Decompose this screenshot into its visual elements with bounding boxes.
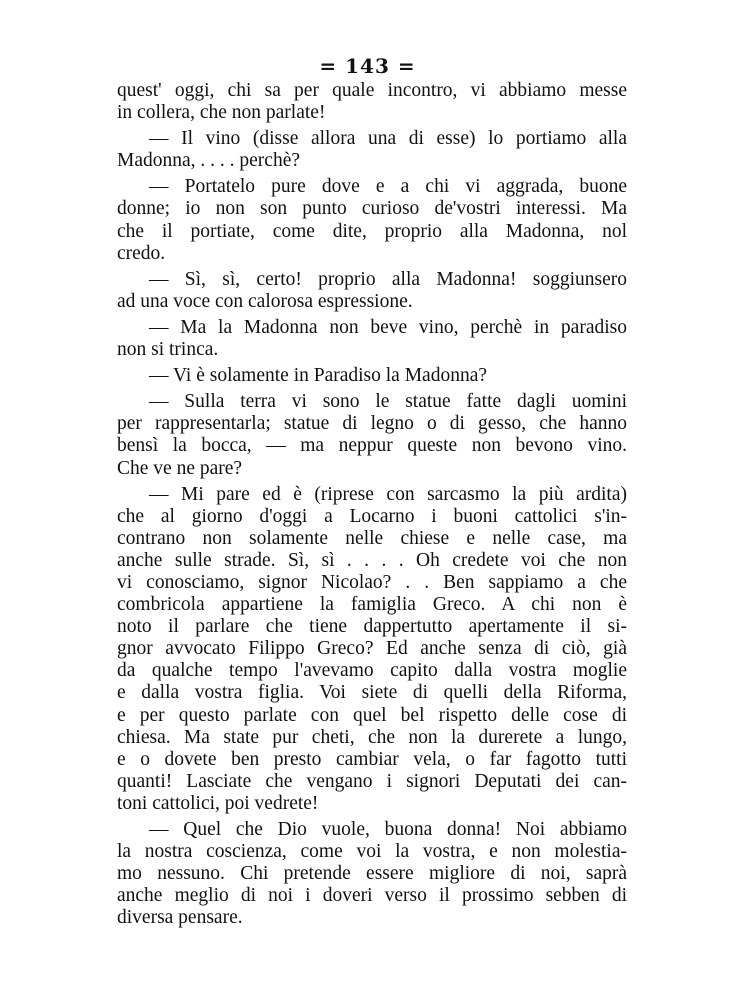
text-line: da qualche tempo l'avevamo capito dalla vostra moglie <box>117 660 627 682</box>
text-line: e per questo parlate con quel bel rispetto delle cose di <box>117 704 627 726</box>
text-line: la nostra coscienza, come voi la vostra, e non molestia- <box>117 841 627 863</box>
text-line: — Quel che Dio vuole, buona donna! Noi abbiamo <box>149 819 627 840</box>
page-body-text <box>117 80 627 929</box>
text-line: Che ve ne pare? <box>117 457 243 479</box>
text-line: ad una voce con calorosa espressione. <box>117 290 413 312</box>
text-line: credo. <box>117 242 166 264</box>
text-line: — Sì, sì, certo! proprio alla Madonna! soggiunsero <box>149 268 627 290</box>
text-line: non si trinca. <box>117 339 219 361</box>
text-line: quanti! Lasciate che vengano i signori Deputati dei can- <box>117 770 627 792</box>
text-line: quest' oggi, chi sa per quale incontro, vi abbiamo messe <box>117 80 627 101</box>
text-line: — Ma la Madonna non beve vino, perchè in paradiso <box>149 316 627 338</box>
text-line: che il portiate, come dite, proprio alla Madonna, nol <box>117 220 627 242</box>
text-line: che al giorno d'oggi a Locarno i buoni cattolici s'in- <box>117 505 627 527</box>
text-line: contrano non solamente nelle chiese e nelle case, ma <box>117 527 627 549</box>
text-line: donne; io non son punto curioso de'vostri interessi. Ma <box>117 198 627 220</box>
text-line: chiesa. Ma state pur cheti, che non la durerete a lungo, <box>117 726 627 748</box>
text-line: noto il parlare che tiene dappertutto apertamente il si- <box>117 616 627 638</box>
text-line: — Sulla terra vi sono le statue fatte dagli uomini <box>149 391 627 413</box>
text-line: toni cattolici, poi vedrete! <box>117 792 319 814</box>
text-line: combricola appartiene la famiglia Greco. A chi non è <box>117 594 627 616</box>
text-line: bensì la bocca, — ma neppur queste non bevono vino. <box>117 435 627 457</box>
text-line: e o dovete ben presto cambiar vela, o far fagotto tutti <box>117 748 627 770</box>
text-line: e dalla vostra figlia. Voi siete di quelli della Riforma, <box>117 682 627 704</box>
page-number: = 143 = <box>319 54 416 78</box>
text-line: per rappresentarla; statue di legno o di gesso, che hanno <box>117 413 627 435</box>
text-line: — Portatelo pure dove e a chi vi aggrada, buone <box>149 176 627 198</box>
text-line: vi conosciamo, signor Nicolao? . . Ben sappiamo a che <box>117 571 627 593</box>
text-line: Madonna, . . . . perchè? <box>117 150 301 172</box>
text-line: anche sulle strade. Sì, sì . . . . Oh credete voi che non <box>117 549 627 571</box>
text-line: in collera, che non parlate! <box>117 102 326 124</box>
text-line: anche meglio di noi i doveri verso il prossimo sebben di <box>117 885 627 907</box>
text-line: — Vi è solamente in Paradiso la Madonna? <box>149 365 488 387</box>
text-line: — Mi pare ed è (riprese con sarcasmo la più ardita) <box>149 483 627 505</box>
text-line: mo nessuno. Chi pretende essere migliore di noi, saprà <box>117 863 627 885</box>
text-line: — Il vino (disse allora una di esse) lo portiamo alla <box>149 128 627 150</box>
text-line: gnor avvocato Filippo Greco? Ed anche senza di ciò, già <box>117 638 627 660</box>
text-line: diversa pensare. <box>117 907 243 929</box>
